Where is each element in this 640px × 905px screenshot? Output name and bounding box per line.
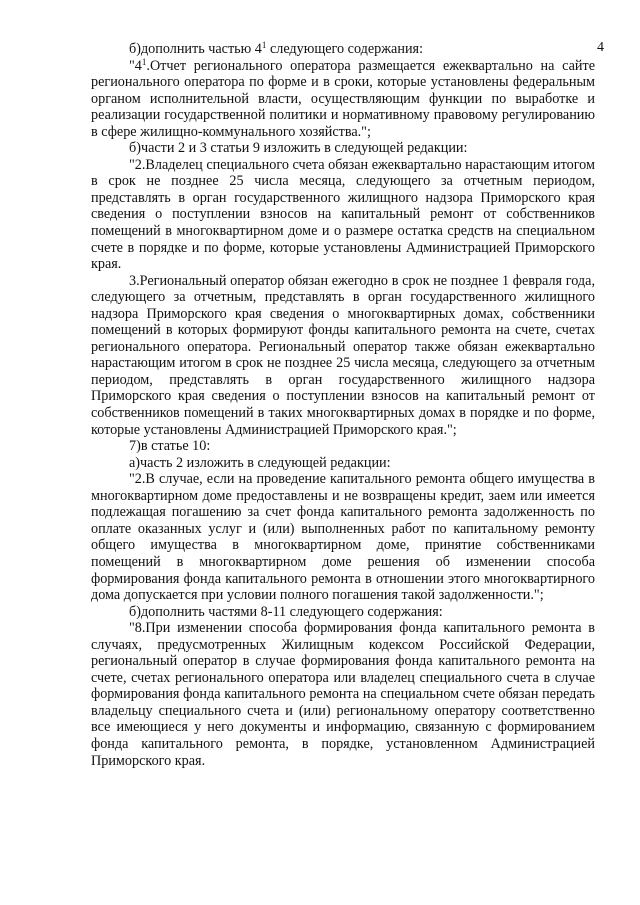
paragraph-text: а)часть 2 изложить в следующей редакции: xyxy=(129,454,391,471)
paragraph-text: 3.Региональный оператор обязан ежегодно в срок не позднее 1 февраля года, следующего за отчетным, представлять в орган государственного жилищного надзора Приморского края сведения о многоквартирных домах, собственники помещений в которых формируют фонды капитального ремонта на счете, счетах регионального оператора. Региональный оператор также обязан ежеквартально нарастающим итогом в срок не позднее 25 числа месяца, следующего за отчетным периодом, представлять в орган государственного жилищного надзора Приморского края сведения о поступлении взносов на капитальный ремонт от собственников помещений в таких многоквартирных домах в порядке и по форме, которые установлены Администрацией Приморского края."; xyxy=(91,272,595,438)
paragraph-text: 7)в статье 10: xyxy=(129,438,211,455)
paragraph-text: "2.Владелец специального счета обязан ежеквартально нарастающим итогом в срок не позднее 25 числа месяца, следующего за отчетным периодом, представлять в орган государственного жилищного надзора Приморского края сведения о поступлении взносов на капитальный ремонт от собственников помещений в многоквартирном доме и о размере остатка средств на специальном счете в порядке и по форме, которые установлены Администрацией Приморского края. xyxy=(91,156,595,273)
paragraph-text: б)дополнить частями 8-11 следующего содержания: xyxy=(129,603,443,620)
paragraph-text: "2.В случае, если на проведение капитального ремонта общего имущества в многоквартирном доме предоставлены и не возвращены кредит, заем или имеется подлежащая погашению за счет фонда капитального ремонта задолженность по оплате оказанных услуг и (или) выполненных работ по капитальному ремонту общего имущества в многоквартирном доме, принятие собственниками помещений в многоквартирном доме решения об изменении способа формирования фонда капитального ремонта в отношении этого многоквартирного дома допускается при условии полного погашения такой задолженности."; xyxy=(91,471,595,604)
superscript: 1 xyxy=(141,56,147,67)
paragraph-article-9-intro xyxy=(91,140,595,157)
paragraph-text: .Отчет регионального оператора размещается ежеквартально на сайте регионального оператора по форме и в сроки, которые установлены федеральным органом исполнительной власти, осуществляющим функции по выработке и реализации государственной политики и нормативному правовому регулированию в сфере жилищно-коммунального хозяйства."; xyxy=(91,57,595,140)
paragraph-text: следующего содержания: xyxy=(266,41,424,57)
paragraph-article-10-part-2-text xyxy=(91,471,595,603)
paragraph-part-8-text xyxy=(91,620,595,769)
paragraph-add-parts-8-11 xyxy=(91,604,595,621)
paragraph-article-10-part-2-intro xyxy=(91,455,595,472)
paragraph-text: б)части 2 и 3 статьи 9 изложить в следующей редакции: xyxy=(129,140,468,157)
paragraph-text: б)дополнить частью 4 xyxy=(129,41,262,57)
paragraph-article-10-intro xyxy=(91,438,595,455)
paragraph-text: "8.При изменении способа формирования фонда капитального ремонта в случаях, предусмотренных Жилищным кодексом Российской Федерации, региональный оператор в случае формирования фонда капитального ремонта на счете, счетах регионального оператора или владелец специального счета в случае формирования фонда капитального ремонта на специальном счете обязан передать владельцу специального счета и (или) региональному оператору соответственно все имеющиеся у него документы и информацию, связанную с формированием фонда капитального ремонта, в порядке, установленном Администрацией Приморского края. xyxy=(91,620,595,769)
paragraph-article-9-part-3 xyxy=(91,273,595,438)
superscript: 1 xyxy=(261,40,267,50)
paragraph-text: "4 xyxy=(129,57,142,74)
document-body xyxy=(91,41,595,769)
page-number: 4 xyxy=(597,40,604,55)
paragraph-article-9-part-2 xyxy=(91,157,595,273)
paragraph-add-part-4-1 xyxy=(91,41,595,58)
paragraph-part-4-1-text xyxy=(91,58,595,141)
